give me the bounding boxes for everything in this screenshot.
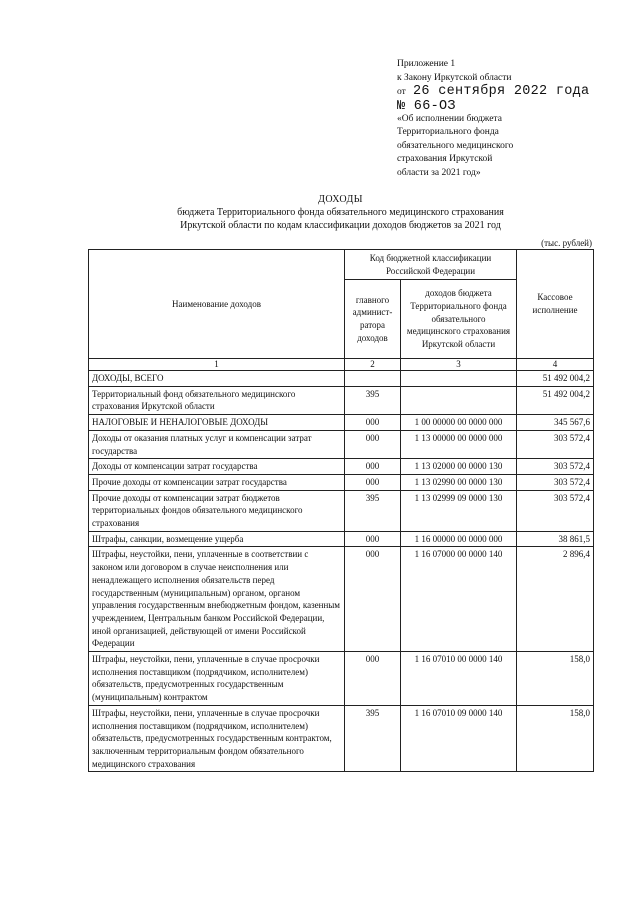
table-row — [89, 430, 594, 458]
appendix-law-ref: к Закону Иркутской области — [397, 72, 512, 83]
law-title-line: «Об исполнении бюджета — [397, 113, 502, 124]
income-name: Штрафы, неустойки, пени, уплаченные в случае просрочки исполнения поставщиком (подрядчиком, исполнителем) обязательств, предусмотренных государственным (муниципальным) контрактом — [89, 652, 345, 706]
table-row — [89, 371, 594, 387]
law-title — [397, 113, 589, 181]
appendix-title: Приложение 1 — [397, 59, 456, 69]
law-date: 26 сентября 2022 года — [413, 84, 590, 99]
law-title-line: обязательного медицинского — [397, 140, 514, 151]
table-row — [89, 459, 594, 475]
income-name: Штрафы, неустойки, пени, уплаченные в соответствии с законом или договором в случае неисполнения или ненадлежащего исполнения обязательств перед государственным (муниципальным) органом, органом управления государственным внебюджетным фондом, казенным учреждением, Центральным банком Российской Федерации, иной организацией, действующей от имени Российской Федерации — [89, 547, 345, 652]
document-title: ДОХОДЫ — [318, 194, 363, 205]
law-title-line: страхования Иркутской — [397, 154, 493, 164]
amount: 51 492 004,2 — [517, 386, 594, 414]
income-name: Прочие доходы от компенсации затрат государства — [89, 474, 345, 490]
income-code — [401, 386, 517, 414]
income-code: 1 16 00000 00 0000 000 — [401, 531, 517, 547]
income-name: ДОХОДЫ, ВСЕГО — [89, 371, 345, 387]
header-income-code: доходов бюджета Территориального фонда обязательного медицинского страхования Иркутской области — [401, 280, 517, 359]
law-number: № 66-ОЗ — [397, 98, 456, 114]
admin-code: 395 — [345, 386, 401, 414]
amount: 303 572,4 — [517, 459, 594, 475]
income-name: Территориальный фонд обязательного медицинского страхования Иркутской области — [89, 386, 345, 414]
income-code: 1 13 00000 00 0000 000 — [401, 430, 517, 458]
appendix-block — [397, 58, 589, 180]
admin-code: 000 — [345, 652, 401, 706]
appendix-date-line — [397, 85, 589, 100]
amount: 38 861,5 — [517, 531, 594, 547]
income-table — [88, 249, 594, 772]
table-row — [89, 547, 594, 652]
header-amount: Кассовое исполнение — [517, 250, 594, 359]
table-row — [89, 705, 594, 772]
income-name: Штрафы, санкции, возмещение ущерба — [89, 531, 345, 547]
document-subtitle-line1: бюджета Территориального фонда обязательного медицинского страхования — [177, 207, 504, 218]
amount: 2 896,4 — [517, 547, 594, 652]
income-code: 1 16 07000 00 0000 140 — [401, 547, 517, 652]
column-number: 2 — [345, 359, 401, 371]
table-row — [89, 490, 594, 531]
admin-code: 000 — [345, 547, 401, 652]
income-code: 1 00 00000 00 0000 000 — [401, 415, 517, 431]
income-name: Прочие доходы от компенсации затрат бюджетов территориальных фондов обязательного медицинского страхования — [89, 490, 345, 531]
header-admin-code: главного админист-ратора доходов — [345, 280, 401, 359]
table-row — [89, 474, 594, 490]
admin-code: 395 — [345, 490, 401, 531]
table-row — [89, 415, 594, 431]
date-from-label: от — [397, 87, 406, 97]
table-row — [89, 531, 594, 547]
income-code: 1 13 02999 09 0000 130 — [401, 490, 517, 531]
column-number: 3 — [401, 359, 517, 371]
amount: 303 572,4 — [517, 474, 594, 490]
law-title-line: области за 2021 год» — [397, 167, 481, 178]
admin-code — [345, 371, 401, 387]
law-title-line: Территориального фонда — [397, 127, 499, 137]
admin-code: 000 — [345, 430, 401, 458]
table-row — [89, 386, 594, 414]
admin-code: 000 — [345, 415, 401, 431]
table-row — [89, 652, 594, 706]
amount: 51 492 004,2 — [517, 371, 594, 387]
amount: 303 572,4 — [517, 430, 594, 458]
income-name: НАЛОГОВЫЕ И НЕНАЛОГОВЫЕ ДОХОДЫ — [89, 415, 345, 431]
header-name: Наименование доходов — [89, 250, 345, 359]
amount: 303 572,4 — [517, 490, 594, 531]
column-number: 1 — [89, 359, 345, 371]
admin-code: 395 — [345, 705, 401, 772]
document-subtitle-line2: Иркутской области по кодам классификации доходов бюджетов за 2021 год — [180, 220, 501, 231]
income-name: Доходы от компенсации затрат государства — [89, 459, 345, 475]
column-number: 4 — [517, 359, 594, 371]
income-code: 1 13 02990 00 0000 130 — [401, 474, 517, 490]
admin-code: 000 — [345, 459, 401, 475]
income-code: 1 13 02000 00 0000 130 — [401, 459, 517, 475]
amount: 345 567,6 — [517, 415, 594, 431]
income-code: 1 16 07010 09 0000 140 — [401, 705, 517, 772]
amount: 158,0 — [517, 652, 594, 706]
income-code: 1 16 07010 00 0000 140 — [401, 652, 517, 706]
income-name: Доходы от оказания платных услуг и компенсации затрат государства — [89, 430, 345, 458]
admin-code: 000 — [345, 474, 401, 490]
admin-code: 000 — [345, 531, 401, 547]
amount: 158,0 — [517, 705, 594, 772]
header-classification-group: Код бюджетной классификации Российской Федерации — [345, 250, 517, 280]
income-name: Штрафы, неустойки, пени, уплаченные в случае просрочки исполнения поставщиком (подрядчиком, исполнителем) обязательств, предусмотренных государственным контрактом, заключенным территориальным фондом обязательного медицинского страхования — [89, 705, 345, 772]
unit-label: (тыс. рублей) — [541, 238, 592, 248]
income-code — [401, 371, 517, 387]
